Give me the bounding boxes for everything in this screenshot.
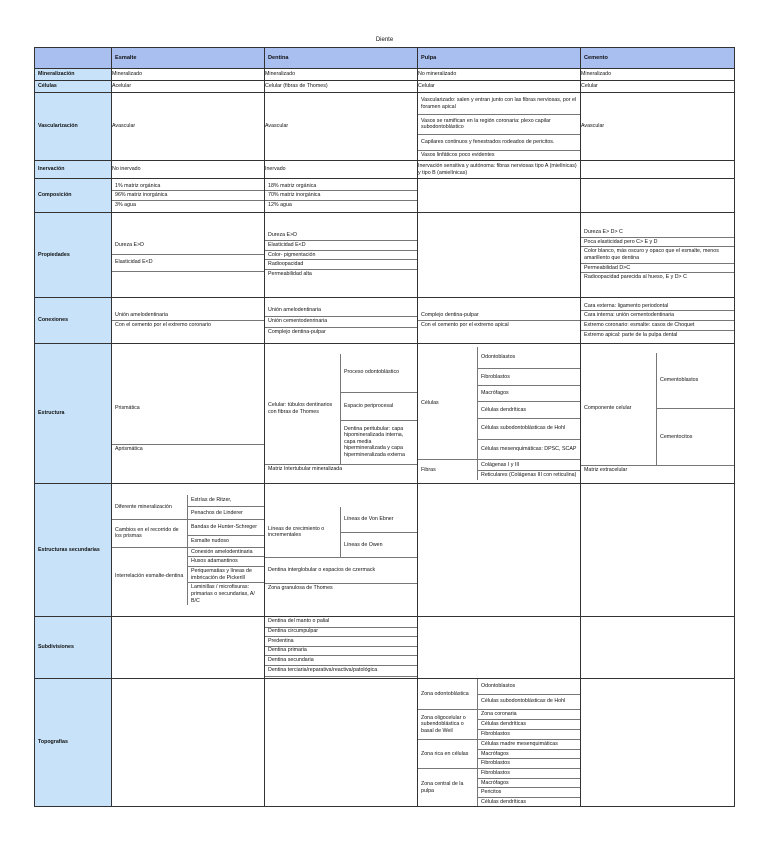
list-item: Fibroblastos [481,770,510,776]
list-item: Fibroblastos [478,758,580,768]
cell-dentina: Mineralizado [265,69,418,81]
list-item: Macrófagos [478,749,580,759]
list-item: Complejo dentina-pulpar [421,312,479,319]
cell-dentina: Celular (fibras de Thomes) [265,81,418,93]
list-item: Zona granulosa de Thomes [265,583,417,593]
cell-esmalte: Mineralizado [112,69,265,81]
teeth-comparison-table [34,47,735,807]
cell-esmalte: Acelular [112,81,265,93]
list-item: 3% agua [112,200,264,210]
row-subdivisiones [35,617,735,679]
list-item: Vasos se ramifican en la región coronaria: plexo capilar subodontoblástico [418,114,580,134]
zone-label: Zona central de la pulpa [418,769,478,806]
list-item: Unión amelodentinaria [115,312,169,319]
cell-pulpa: Celular [418,81,581,93]
cell-dentina: Inervado [265,161,418,179]
list-item: Aprismática [112,444,264,454]
list-item: Unión amelodentinaria [268,306,322,313]
fibras-label: Fibras [418,460,478,480]
row-celulas [35,81,735,93]
row-label: Subdivisiones [35,617,112,679]
list-item: Unión cementodenrinaria [265,316,417,327]
list-item: Fibroblastos [478,368,580,385]
cell-esmalte [112,298,265,344]
list-item: Cara interna: unión cementodentinaria [581,310,734,320]
list-item: Dureza E>D [115,241,144,248]
cell-dentina [265,298,418,344]
cell-cemento [581,161,735,179]
list-item: Dentina circumpulpar [265,627,417,637]
cell-cemento [581,344,735,484]
list-item: Penachos de Linderer [188,506,264,519]
list-item: Células subodontoblásticas de Hohl [478,418,580,439]
row-vascularizacion [35,93,735,161]
row-inervacion [35,161,735,179]
row-propiedades [35,213,735,298]
cell-esmalte [112,344,265,484]
cell-cemento: Celular [581,81,735,93]
list-item: Permeabilidad alta [265,269,417,279]
list-item: Elasticidad E<D [265,240,417,250]
list-item: 12% agua [265,200,417,210]
list-item: Células dendríticas [478,401,580,418]
cell-esmalte: Avascular [112,93,265,161]
cell-cemento [581,484,735,617]
group-label: Cambios en el recorrido de los prismas [112,520,188,547]
list-item: Extremo coronario: esmalte: casos de Choquet [581,320,734,330]
zone-label: Zona odontoblástica [418,679,478,709]
zone-label: Zona oligocelular o subendoblástica o basal de Weil [418,710,478,739]
celulas-block [418,347,580,459]
list-item: Líneas de Von Ebner [344,516,394,523]
cell-esmalte: No inervado [112,161,265,179]
cell-esmalte [112,179,265,213]
list-item: Esmalte nudoso [188,535,264,546]
cell-pulpa [418,93,581,161]
cell-dentina [265,179,418,213]
componente-block [581,353,734,465]
cell-pulpa: Inervación sensitiva y autónoma: fibras nerviosas tipo A (mielínicas) y tipo B (amielínicas) [418,161,581,179]
row-composicion [35,179,735,213]
row-label: Estructuras secundarias [35,484,112,617]
list-item: Poca elasticidad pero C> E y D [581,237,734,247]
row-estructuras-secundarias [35,484,735,617]
list-item: Cementoblastos [660,377,699,384]
list-item: Capilares continuos y fenestrados rodeados de pericitos. [418,134,580,150]
list-item: Células dendríticas [478,719,580,729]
list-item: Cementocitos [657,408,734,465]
cell-dentina [265,617,418,679]
list-item: Odontoblastos [481,354,516,361]
cell-pulpa: No mineralizado [418,69,581,81]
componente-label: Componente celular [581,353,657,465]
row-estructura [35,344,735,484]
lineas-block [265,507,417,557]
fibras-block [418,459,580,480]
zone-block [418,709,580,739]
header-cemento: Cemento [581,48,735,69]
cell-cemento: Mineralizado [581,69,735,81]
list-item: 96% matriz inorgánica [112,190,264,200]
zone-block [418,768,580,806]
list-item: Permeabilidad D>C [581,263,734,273]
cell-pulpa [418,679,581,807]
row-label: Células [35,81,112,93]
cell-pulpa [418,484,581,617]
list-item: Odontoblastos [481,682,516,689]
zone-label: Zona rica en células [418,740,478,768]
row-topografias [35,679,735,807]
list-item: Husos adamantinos [188,556,264,566]
list-item: Laminillas / microfisuras: primarias o secundarias, A/ B/C [188,582,264,605]
cell-dentina [265,344,418,484]
cell-pulpa [418,617,581,679]
list-item: Zona coronaria [481,711,517,718]
list-item: Dentina secundaria [265,655,417,665]
row-mineralizacion [35,69,735,81]
cell-dentina: Avascular [265,93,418,161]
list-item: Fibroblastos [478,729,580,739]
row-label: Mineralización [35,69,112,81]
list-item: Con el cemento por el extremo apical [418,320,580,330]
list-item: Pericitos [478,787,580,797]
list-item: Prismática [115,405,140,412]
list-item: Radioopacidad parecida al hueso, E y D> C [581,272,734,282]
list-item: Elasticidad E<D [112,254,264,271]
list-item: Estrías de Ritzer, [191,497,232,504]
header-dentina: Dentina [265,48,418,69]
cell-pulpa [418,179,581,213]
list-item: Proceso odontoblástico [344,369,400,376]
group-block [112,519,264,547]
cell-dentina [265,213,418,298]
cell-esmalte [112,213,265,298]
celular-label: Celular: túbulos dentinarios con fibras de Thomes [265,354,341,464]
row-label: Conexiones [35,298,112,344]
list-item: Vasos linfáticos poco evidentes [418,150,580,160]
list-item: Color blanco, más oscuro y opaco que el esmalte, menos amarillento que dentina [581,246,734,262]
list-item: 18% matriz orgánica [268,182,317,189]
list-item: Macrófagos [478,778,580,788]
cell-esmalte [112,679,265,807]
list-item: Color- pigmentación [265,250,417,260]
list-item-empty [112,271,264,274]
document-title: Diente [375,37,394,43]
header-pulpa: Pulpa [418,48,581,69]
list-item: Bandas de Hunter-Schreger [191,524,257,531]
cell-pulpa [418,298,581,344]
row-conexiones [35,298,735,344]
list-item: Células dendríticas [478,797,580,807]
cell-cemento [581,213,735,298]
row-label: Topografías [35,679,112,807]
list-item: Dentina peritubular: capa hipomineralizada interna, capa media hipermineralizada y capa hipermineralizada externa [341,420,417,464]
cell-esmalte [112,484,265,617]
cell-cemento [581,679,735,807]
list-item: Dureza E> D> C [584,229,623,236]
list-item: Dentina interglobular o espacios de czermack [265,557,417,583]
list-item: Macrófagos [478,385,580,402]
list-item: 1% matriz orgánica [115,182,161,189]
list-item: Complejo dentina-pulpar [265,327,417,337]
header-esmalte: Esmalte [112,48,265,69]
cell-cemento: Avascular [581,93,735,161]
lineas-label: Líneas de crecimiento o incrementales [265,507,341,557]
list-item: Líneas de Owen [341,532,417,558]
cell-cemento [581,179,735,213]
cell-pulpa [418,213,581,298]
list-item: Predentina [265,636,417,646]
list-item: Radioopacidad [265,259,417,269]
list-item: 70% matriz inorgánica [265,190,417,200]
cell-cemento [581,298,735,344]
header-row [35,48,735,69]
cell-cemento [581,617,735,679]
list-item: Colágenas I y III [481,461,520,468]
celulas-label: Células [418,347,478,459]
header-corner [35,48,112,69]
list-item: Extremo apical: parte de la pulpa dental [581,330,734,340]
list-item: Células mesenquimáticas: DPSC, SCAP [478,439,580,460]
list-item: Reticulares (Colágenas III con reticulina) [478,470,580,480]
celular-block [265,354,417,464]
list-item: Vascularizado: salen y entran junto con las fibras nerviosas, por el foramen apical [421,97,577,110]
list-item: Matriz Intertubular mineralizada [265,464,417,474]
list-item: Dentina primaria [265,646,417,656]
group-block [112,495,264,519]
row-label: Vascularización [35,93,112,161]
list-item: Cara externa: ligamento periodontal [584,302,669,309]
list-item: Células madre mesenquimáticas [481,741,558,748]
cell-pulpa [418,344,581,484]
cell-dentina [265,679,418,807]
zone-block [418,739,580,768]
list-item: Dentina terciaria/reparativa/reactiva/patológica [265,665,417,677]
group-label: Interrelación esmalte-dentina [112,548,188,605]
row-label: Composición [35,179,112,213]
list-item: Conexión amelodentinaria [191,548,253,555]
zone-block [418,679,580,709]
list-item: Dureza E>D [268,232,297,239]
group-label: Diferente mineralización [112,495,188,519]
list-item: Periquematias y líneas de imbricación de Pickerill [188,566,264,582]
row-label: Inervación [35,161,112,179]
list-item: Dentina del manto o palial [268,618,330,625]
cell-dentina [265,484,418,617]
row-label: Propiedades [35,213,112,298]
list-item: Con el cemento por el extremo coronario [112,320,264,330]
row-label: Estructura [35,344,112,484]
list-item: Matriz extracelular [581,465,734,475]
cell-esmalte [112,617,265,679]
list-item: Espacio periprocesal [341,392,417,420]
group-block [112,547,264,605]
list-item: Células subodontoblásticas de Hohl [478,694,580,710]
